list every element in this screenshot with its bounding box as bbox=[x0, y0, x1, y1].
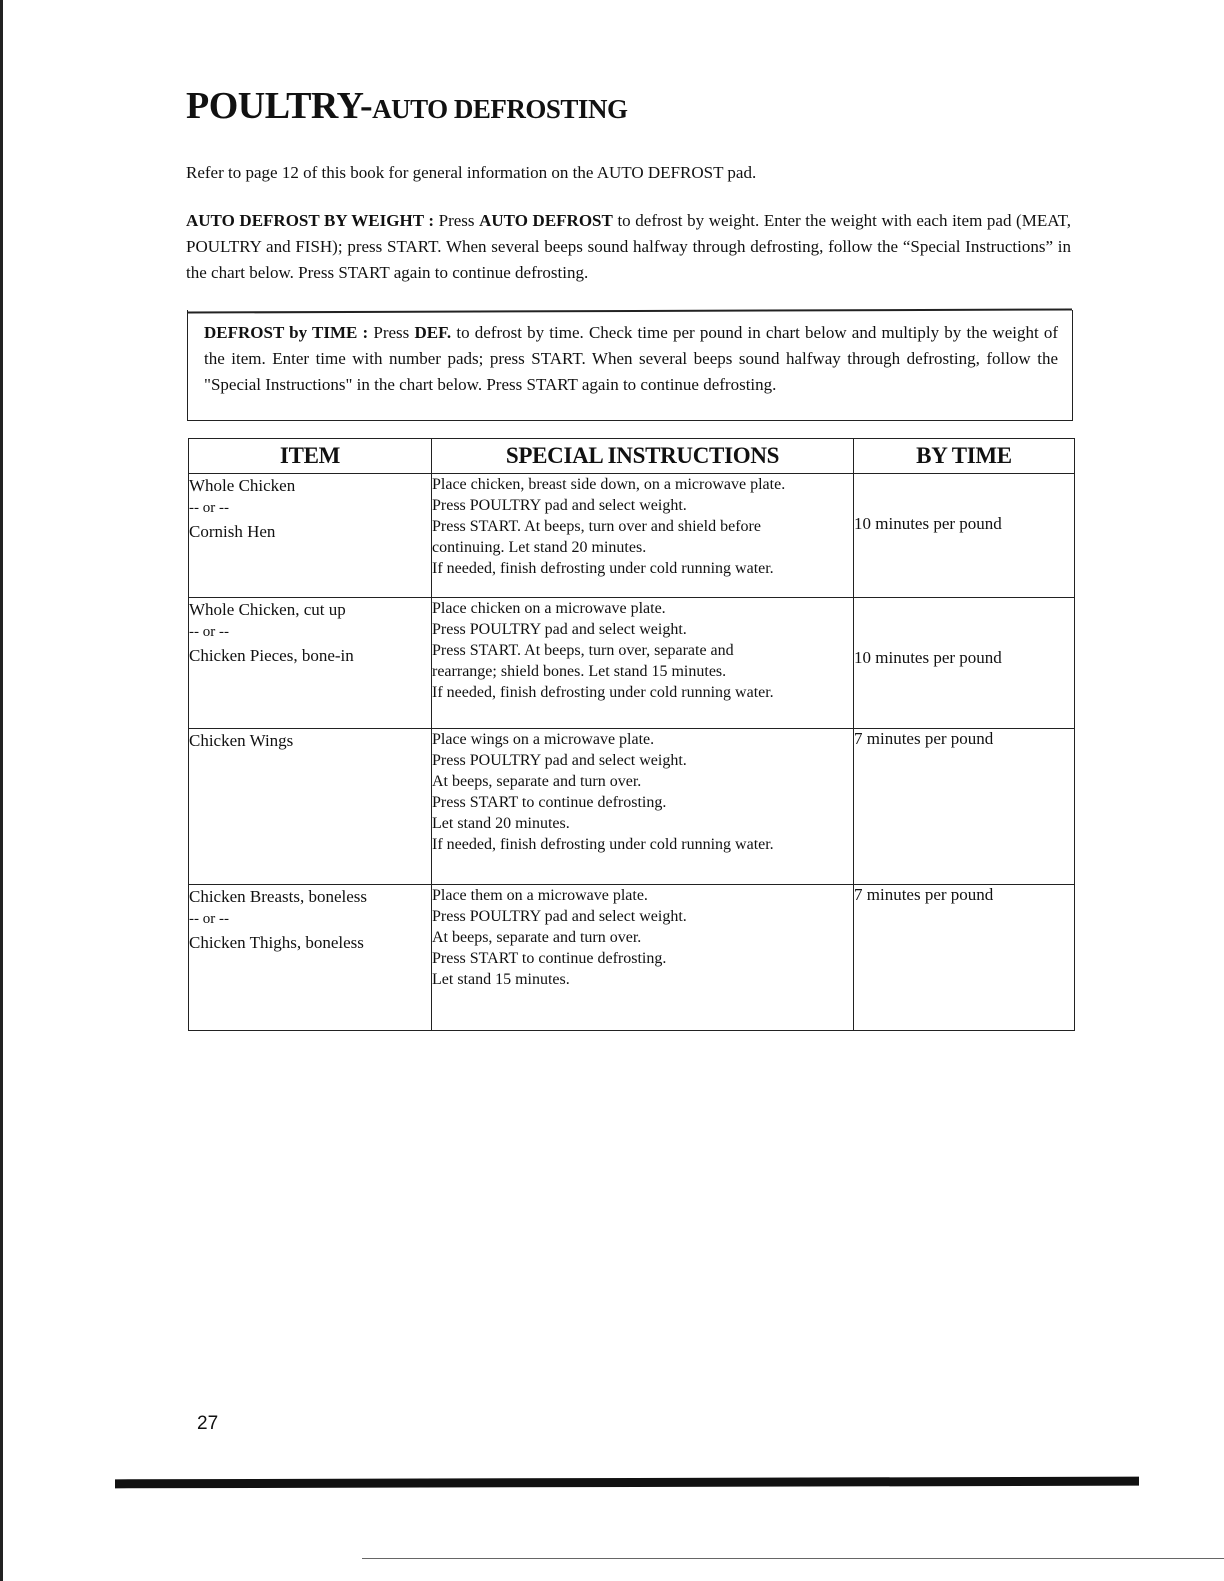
item-line: Whole Chicken bbox=[189, 476, 296, 495]
item-line: Chicken Breasts, boneless bbox=[189, 887, 367, 906]
instruction-line: Place chicken, breast side down, on a microwave plate. bbox=[432, 476, 786, 493]
instruction-line: Place chicken on a microwave plate. bbox=[432, 600, 666, 617]
table-row bbox=[189, 885, 1075, 1031]
item-cell bbox=[189, 474, 432, 598]
title-sub: AUTO DEFROSTING bbox=[372, 94, 628, 124]
footer-rule bbox=[115, 1477, 1139, 1489]
item-line: Chicken Pieces, bone-in bbox=[189, 646, 354, 665]
instruction-line: Press POULTRY pad and select weight. bbox=[432, 908, 687, 925]
defrost-time-box bbox=[187, 310, 1073, 421]
time-cell bbox=[854, 598, 1075, 729]
time-value: 7 minutes per pound bbox=[854, 729, 994, 748]
instruction-line: Press START. At beeps, turn over and shield before bbox=[432, 518, 761, 535]
item-cell bbox=[189, 598, 432, 729]
box-top-border bbox=[188, 308, 1072, 313]
item-line: Chicken Thighs, boneless bbox=[189, 933, 364, 952]
instruction-line: At beeps, separate and turn over. bbox=[432, 929, 642, 946]
instruction-line: Press START to continue defrosting. bbox=[432, 950, 667, 967]
instruction-line: Let stand 15 minutes. bbox=[432, 971, 570, 988]
auto-defrost-press: Press bbox=[438, 211, 475, 230]
time-cell bbox=[854, 729, 1075, 885]
auto-defrost-paragraph bbox=[186, 208, 1071, 286]
table-row bbox=[189, 729, 1075, 885]
instructions-cell bbox=[432, 885, 854, 1031]
intro-paragraph: Refer to page 12 of this book for general information on the AUTO DEFROST pad. bbox=[186, 163, 757, 182]
time-cell bbox=[854, 885, 1075, 1031]
instruction-line: rearrange; shield bones. Let stand 15 minutes. bbox=[432, 663, 727, 680]
item-line: Whole Chicken, cut up bbox=[189, 600, 346, 619]
instructions-cell bbox=[432, 474, 854, 598]
instruction-line: continuing. Let stand 20 minutes. bbox=[432, 539, 647, 556]
bottom-edge-line bbox=[362, 1558, 1224, 1559]
auto-defrost-heading: AUTO DEFROST BY WEIGHT : bbox=[186, 211, 434, 230]
instruction-line: Press START. At beeps, turn over, separate and bbox=[432, 642, 734, 659]
instruction-line: Press POULTRY pad and select weight. bbox=[432, 497, 687, 514]
instruction-line: At beeps, separate and turn over. bbox=[432, 773, 642, 790]
item-cell bbox=[189, 729, 432, 885]
auto-defrost-pad: AUTO DEFROST bbox=[479, 211, 613, 230]
header-by-time: BY TIME bbox=[854, 439, 1075, 474]
item-line: Cornish Hen bbox=[189, 522, 276, 541]
defrost-time-press: Press bbox=[373, 323, 410, 342]
instructions-cell bbox=[432, 598, 854, 729]
page-title bbox=[186, 84, 627, 128]
defrost-time-pad: DEF. bbox=[414, 323, 452, 342]
instruction-line: Press POULTRY pad and select weight. bbox=[432, 752, 687, 769]
time-value: 10 minutes per pound bbox=[854, 514, 1002, 533]
time-value: 7 minutes per pound bbox=[854, 885, 994, 904]
instruction-line: If needed, finish defrosting under cold running water. bbox=[432, 836, 774, 853]
time-value: 10 minutes per pound bbox=[854, 648, 1002, 667]
page-number: 27 bbox=[197, 1413, 219, 1434]
defrost-time-text: to defrost by time. Check time per pound in chart below and multiply by the weight of the item. Enter time with number pads; press START. When several beeps sound halfway through defrosting, follow the "Special Instructions" in the chart below. Press START again to continue defrosting. bbox=[204, 323, 1059, 394]
instruction-line: Place wings on a microwave plate. bbox=[432, 731, 655, 748]
page-edge-rule bbox=[0, 0, 3, 1581]
instruction-line: Place them on a microwave plate. bbox=[432, 887, 648, 904]
header-item: ITEM bbox=[189, 439, 432, 474]
instruction-line: If needed, finish defrosting under cold running water. bbox=[432, 560, 774, 577]
table-row bbox=[189, 598, 1075, 729]
table-row bbox=[189, 474, 1075, 598]
defrost-time-heading: DEFROST by TIME : bbox=[204, 323, 369, 342]
header-instructions: SPECIAL INSTRUCTIONS bbox=[432, 439, 854, 474]
table-header-row bbox=[189, 439, 1075, 474]
instruction-line: Let stand 20 minutes. bbox=[432, 815, 570, 832]
item-or: -- or -- bbox=[189, 911, 229, 927]
item-or: -- or -- bbox=[189, 500, 229, 516]
item-or: -- or -- bbox=[189, 624, 229, 640]
defrost-time-paragraph bbox=[204, 320, 1058, 398]
instruction-line: Press POULTRY pad and select weight. bbox=[432, 621, 687, 638]
instructions-cell bbox=[432, 729, 854, 885]
item-line: Chicken Wings bbox=[189, 731, 294, 750]
instruction-line: Press START to continue defrosting. bbox=[432, 794, 667, 811]
item-cell bbox=[189, 885, 432, 1031]
defrost-chart-table bbox=[188, 438, 1075, 1031]
instruction-line: If needed, finish defrosting under cold running water. bbox=[432, 684, 774, 701]
time-cell bbox=[854, 474, 1075, 598]
title-main: POULTRY- bbox=[186, 85, 373, 127]
auto-defrost-text: to defrost by weight. Enter the weight with each item pad (MEAT, POULTRY and FISH); press START. When several beeps sound halfway through defrosting, follow the “Special Instructions” in the chart below. Press START again to continue defrosting. bbox=[186, 211, 1071, 282]
